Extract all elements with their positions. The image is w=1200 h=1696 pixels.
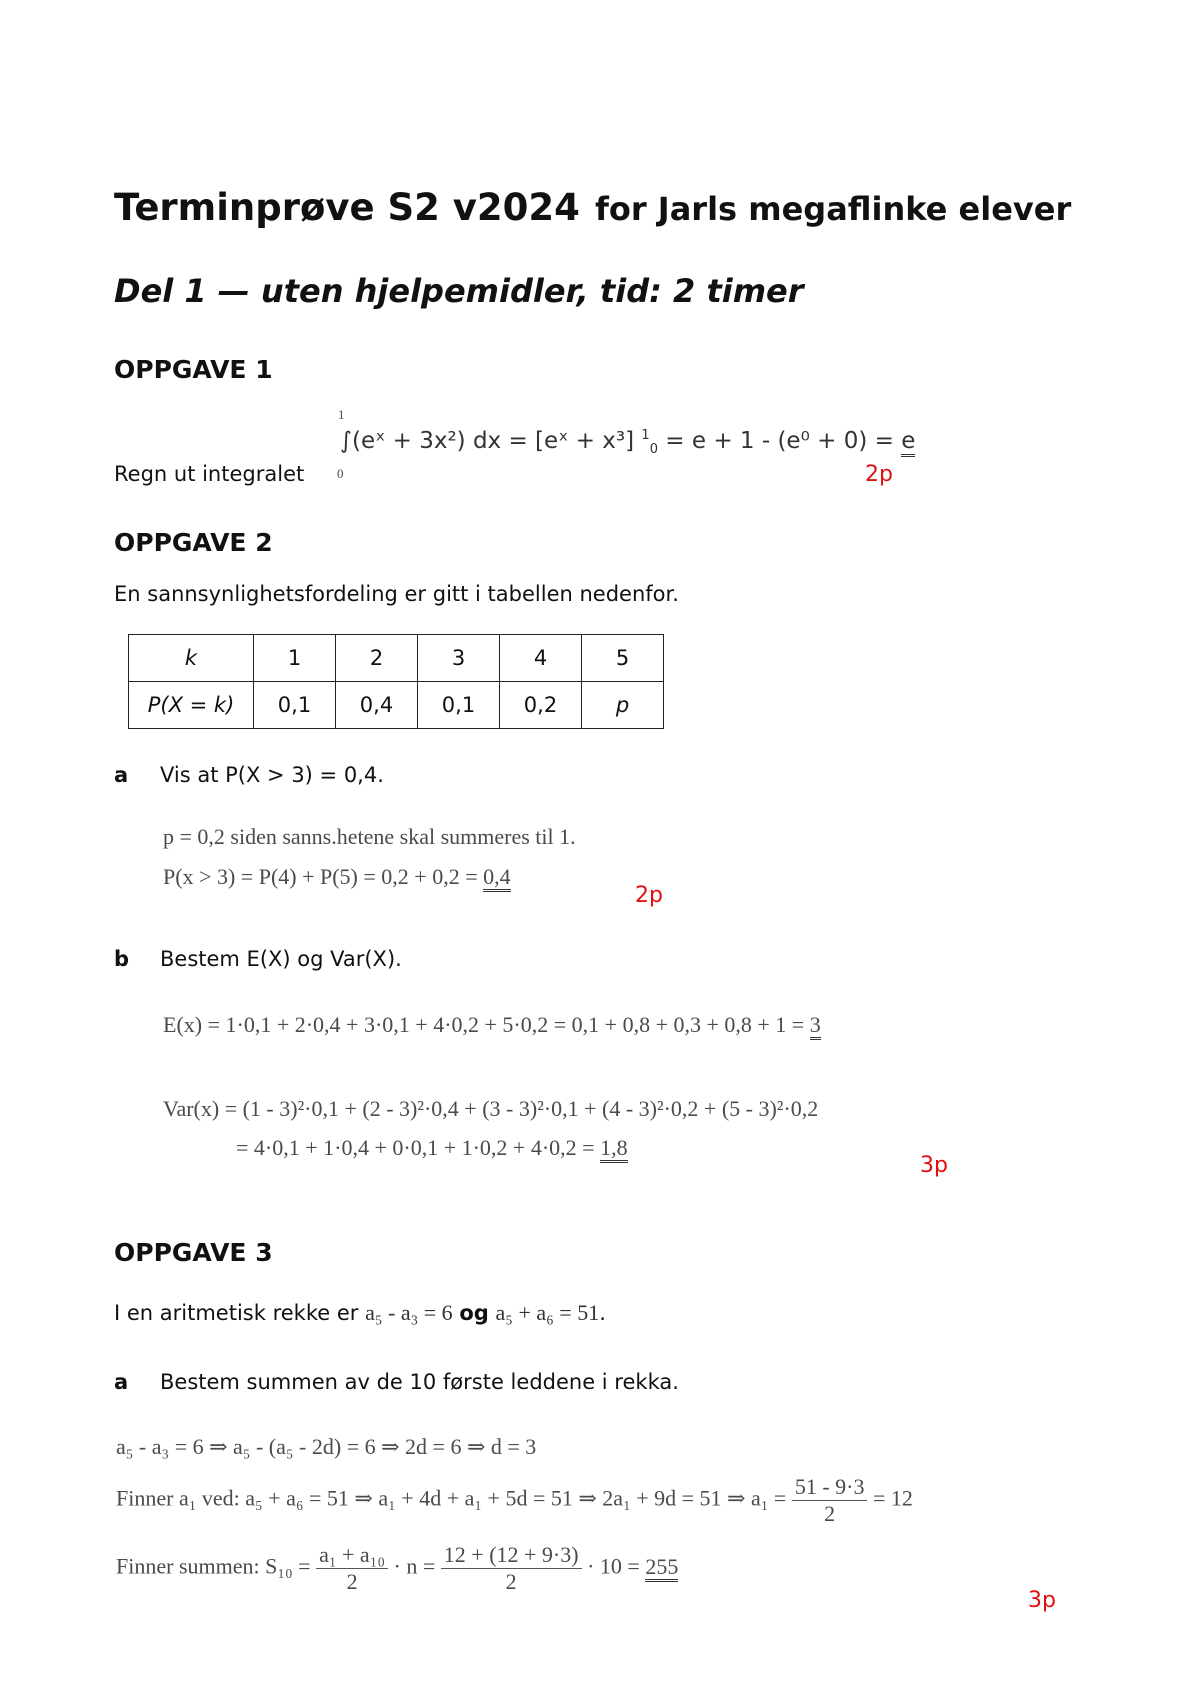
task2b-label: b — [114, 947, 130, 971]
task2b-var2-expr: = 4·0,1 + 1·0,4 + 0·0,1 + 1·0,2 + 4·0,2 = — [236, 1135, 595, 1160]
task3-heading: OPPGAVE 3 — [114, 1238, 273, 1267]
task1-heading: OPPGAVE 1 — [114, 355, 273, 384]
table-cell: k — [129, 635, 254, 682]
task3a-line3 — [116, 1542, 678, 1595]
table-cell: 1 — [254, 635, 336, 682]
task3-intro: I en aritmetisk rekke er a₅ - a₃ = 6 og a₅ + a₆ = 51. — [114, 1300, 606, 1325]
page-title — [114, 186, 1071, 229]
task1-points: 2p — [865, 462, 893, 487]
table-cell: 3 — [418, 635, 500, 682]
task3a-answer: 255 — [645, 1554, 678, 1582]
task3a-line2-end: = 12 — [872, 1485, 913, 1511]
task3a-text: Bestem summen av de 10 første leddene i rekka. — [160, 1370, 679, 1394]
task2b-ex — [163, 1012, 821, 1038]
fraction — [316, 1542, 388, 1595]
title-sub: for Jarls megaflinke elever — [594, 190, 1072, 228]
task3a-line3-start: Finner summen: S₁₀ = — [116, 1553, 311, 1579]
task2a-line1: p = 0,2 siden sanns.hetene skal summeres til 1. — [163, 824, 576, 849]
task3-og: og — [459, 1301, 489, 1325]
task1-answer: e — [901, 428, 915, 457]
task2b-text: Bestem E(X) og Var(X). — [160, 947, 402, 971]
task2a-line2-expr: P(x > 3) = P(4) + P(5) = 0,2 + 0,2 = — [163, 864, 478, 889]
task2a-answer: 0,4 — [483, 864, 511, 892]
table-cell: P(X = k) — [129, 682, 254, 729]
bracket-lower: 0 — [649, 442, 658, 457]
table-row — [129, 682, 664, 729]
table-cell: 0,2 — [500, 682, 582, 729]
fraction-numerator: a₁ + a₁₀ — [316, 1542, 388, 1569]
task3a-points: 3p — [1028, 1588, 1056, 1613]
task3a-line2-expr: Finner a₁ ved: a₅ + a₆ = 51 ⇒ a₁ + 4d + a₁ + 5d = 51 ⇒ 2a₁ + 9d = 51 ⇒ a₁ = — [116, 1485, 787, 1511]
task3a-line1: a₅ - a₃ = 6 ⇒ a₅ - (a₅ - 2d) = 6 ⇒ 2d = 6 ⇒ d = 3 — [116, 1434, 537, 1459]
task1-prompt: Regn ut integralet — [114, 462, 305, 486]
task2-heading: OPPGAVE 2 — [114, 528, 273, 557]
task2b-var1: Var(x) = (1 - 3)²·0,1 + (2 - 3)²·0,4 + (3 - 3)²·0,1 + (4 - 3)²·0,2 + (5 - 3)²·0,2 — [163, 1096, 819, 1121]
fraction-numerator: 12 + (12 + 9·3) — [441, 1542, 582, 1569]
integral-expression: ∫(eˣ + 3x²) dx = [eˣ + x³] — [340, 428, 635, 454]
fraction — [792, 1474, 868, 1527]
task2a-label: a — [114, 763, 129, 787]
task3-cond2: a₅ + a₆ = 51 — [495, 1300, 600, 1325]
integral-upper-limit: 1 — [338, 407, 345, 422]
table-cell: 5 — [582, 635, 664, 682]
task2a-text: Vis at P(X > 3) = 0,4. — [160, 763, 384, 787]
task2-intro: En sannsynlighetsfordeling er gitt i tabellen nedenfor. — [114, 582, 679, 606]
table-row — [129, 635, 664, 682]
integral-rest: = e + 1 - (e⁰ + 0) = — [665, 428, 894, 454]
table-cell: 4 — [500, 635, 582, 682]
table-cell: 0,4 — [336, 682, 418, 729]
integral-lower-limit: 0 — [337, 466, 344, 481]
task2b-ex-answer: 3 — [810, 1012, 821, 1040]
distribution-table — [128, 634, 664, 729]
task2b-var-answer: 1,8 — [600, 1135, 628, 1163]
title-main: Terminprøve S2 v2024 — [114, 186, 580, 229]
task2b-points: 3p — [920, 1153, 948, 1178]
task2b-ex-expr: E(x) = 1·0,1 + 2·0,4 + 3·0,1 + 4·0,2 + 5·0,2 = 0,1 + 0,8 + 0,3 + 0,8 + 1 = — [163, 1012, 805, 1037]
table-cell: 2 — [336, 635, 418, 682]
table-cell: 0,1 — [418, 682, 500, 729]
task3a-line3-mid: · n = — [393, 1553, 436, 1579]
task3a-line3-end: · 10 = — [587, 1553, 640, 1579]
fraction-denominator: 2 — [824, 1501, 836, 1526]
table-cell: 0,1 — [254, 682, 336, 729]
task2a-line2 — [163, 864, 511, 890]
fraction-denominator: 2 — [346, 1569, 358, 1594]
bracket-upper: 1 — [641, 428, 650, 443]
task3a-line2 — [116, 1474, 913, 1527]
table-cell: p — [582, 682, 664, 729]
task2b-var2 — [236, 1135, 628, 1161]
fraction-denominator: 2 — [505, 1569, 517, 1594]
task3-cond1: a₅ - a₃ = 6 — [365, 1300, 453, 1325]
task3-intro-text: I en aritmetisk rekke er — [114, 1301, 359, 1325]
part-heading: Del 1 — uten hjelpemidler, tid: 2 timer — [114, 272, 804, 310]
task1-solution — [340, 428, 915, 457]
task3a-label: a — [114, 1370, 129, 1394]
task2a-points: 2p — [635, 883, 663, 908]
fraction — [441, 1542, 582, 1595]
fraction-numerator: 51 - 9·3 — [792, 1474, 868, 1501]
